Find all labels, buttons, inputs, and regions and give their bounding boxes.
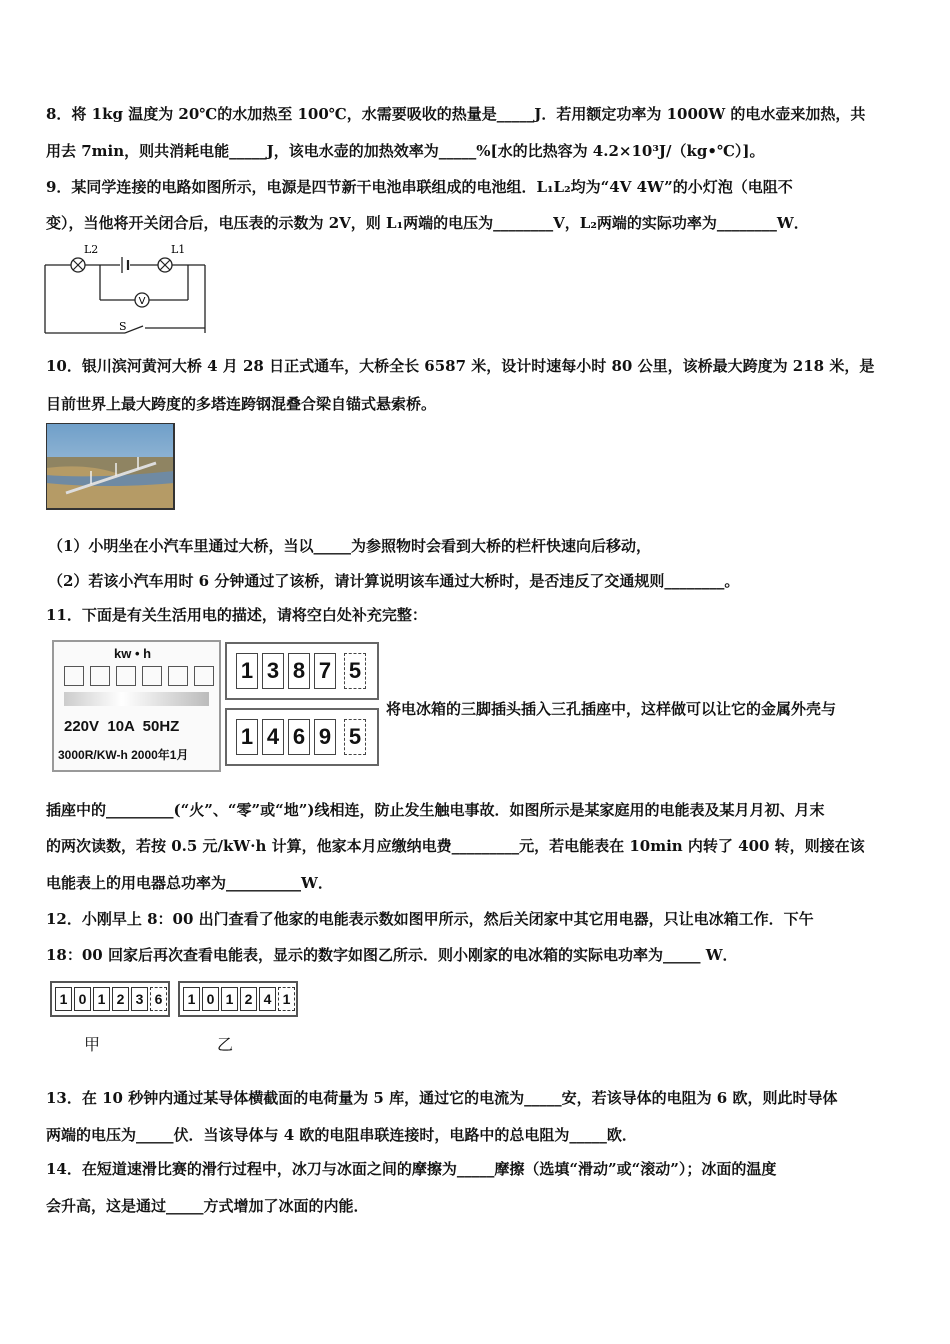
caption-jia: 甲 <box>84 1035 101 1054</box>
q10-sub-1: （1）小明坐在小汽车里通过大桥，当以_____为参照物时会看到大桥的栏杆快速向后移动， <box>48 537 651 555</box>
q8-line-1: 8．将 1kg 温度为 20℃的水加热至 100℃，水需要吸收的热量是_____J．若用额定功率为 1000W 的电水壶来加热，共 <box>46 105 866 123</box>
reading-jia-digit: 2 <box>112 987 129 1011</box>
q10-line-1: 10．银川滨河黄河大桥 4 月 28 日正式通车，大桥全长 6587 米，设计时速每小时 80 公里，该桥最大跨度为 218 米，是 <box>46 357 875 375</box>
q10-sub-2: （2）若该小汽车用时 6 分钟通过了该桥，请计算说明该车通过大桥时，是否违反了交通规则________。 <box>48 572 740 590</box>
reading-yi-digit: 4 <box>259 987 276 1011</box>
label-l2: L2 <box>84 243 99 256</box>
q11-line-4: 电能表上的用电器总功率为__________W． <box>46 874 333 892</box>
reading-start <box>225 642 379 700</box>
reading-start-digit: 5 <box>344 653 366 689</box>
lamp-l2-icon <box>71 258 85 272</box>
reading-yi-digit: 1 <box>183 987 200 1011</box>
reading-end-digit: 5 <box>344 719 366 755</box>
label-switch: S <box>119 320 127 333</box>
q13-line-2: 两端的电压为_____伏．当该导体与 4 欧的电阻串联连接时，电路中的总电阻为_____欧． <box>46 1126 637 1144</box>
reading-yi-digit: 1 <box>221 987 238 1011</box>
q12-line-1: 12．小刚早上 8：00 出门查看了他家的电能表示数如图甲所示，然后关闭家中其它用电器，只让电冰箱工作．下午 <box>46 910 814 928</box>
voltmeter-label: V <box>138 296 146 307</box>
reading-jia-digit: 1 <box>55 987 72 1011</box>
reading-jia-digit: 0 <box>74 987 91 1011</box>
meter-rev: 3000R/KW-h 2000年1月 <box>58 748 189 762</box>
reading-jia-digit: 1 <box>93 987 110 1011</box>
reading-start-digit: 7 <box>314 653 336 689</box>
q10-line-2: 目前世界上最大跨度的多塔连跨钢混叠合梁自锚式悬索桥。 <box>46 395 437 413</box>
reading-start-digit: 3 <box>262 653 284 689</box>
q9-line-2: 变），当他将开关闭合后，电压表的示数为 2V，则 L₁两端的电压为________V，L₂两端的实际功率为________W． <box>46 214 809 232</box>
reading-end-digit: 6 <box>288 719 310 755</box>
circuit-diagram <box>40 240 215 340</box>
q11-line-1: 11．下面是有关生活用电的描述，请将空白处补充完整： <box>46 606 427 624</box>
meter-unit: kw • h <box>114 646 152 661</box>
q11-line-2: 插座中的_________(“火”、“零”或“地”)线相连，防止发生触电事故．如图所示是某家庭用的电能表及某月月初、月末 <box>46 801 825 819</box>
meter-spec: 220V 10A 50HZ <box>64 718 180 735</box>
reading-yi-digit: 2 <box>240 987 257 1011</box>
reading-end <box>225 708 379 766</box>
q14-line-1: 14．在短道速滑比赛的滑行过程中，冰刀与冰面之间的摩擦为_____摩擦（选填“滑动”或“滚动”）；冰面的温度 <box>46 1160 777 1178</box>
q11-line-3: 的两次读数，若按 0.5 元/kW·h 计算，他家本月应缴纳电费_________元，若电能表在 10min 内转了 400 转，则接在该 <box>46 837 865 855</box>
reading-yi <box>178 981 298 1017</box>
reading-yi-digit: 0 <box>202 987 219 1011</box>
voltmeter-icon <box>135 293 149 307</box>
q12-line-2: 18：00 回家后再次查看电能表，显示的数字如图乙所示．则小刚家的电冰箱的实际电功率为_____ W． <box>46 946 738 964</box>
energy-meter <box>52 640 221 772</box>
q8-line-2: 用去 7min，则共消耗电能_____J，该电水壶的加热效率为_____%[水的比热容为 4.2×10³J/（kg•℃）]。 <box>46 142 765 160</box>
meter-disc-icon <box>64 692 209 706</box>
reading-start-digit: 8 <box>288 653 310 689</box>
label-l1: L1 <box>171 243 186 256</box>
q14-line-2: 会升高，这是通过_____方式增加了冰面的内能． <box>46 1197 369 1215</box>
reading-jia-digit: 3 <box>131 987 148 1011</box>
battery-icon <box>120 255 130 275</box>
reading-yi-digit: 1 <box>278 987 295 1011</box>
q11-inline-text: 将电冰箱的三脚插头插入三孔插座中，这样做可以让它的金属外壳与 <box>386 700 837 718</box>
reading-end-digit: 9 <box>314 719 336 755</box>
caption-yi: 乙 <box>217 1035 234 1054</box>
q9-line-1: 9．某同学连接的电路如图所示，电源是四节新干电池串联组成的电池组．L₁L₂均为“4V 4W”的小灯泡（电阻不 <box>46 178 793 196</box>
q13-line-1: 13．在 10 秒钟内通过某导体横截面的电荷量为 5 库，通过它的电流为_____安，若该导体的电阻为 6 欧，则此时导体 <box>46 1089 838 1107</box>
reading-jia-digit: 6 <box>150 987 167 1011</box>
bridge-photo <box>46 423 176 511</box>
reading-jia <box>50 981 170 1017</box>
reading-end-digit: 1 <box>236 719 258 755</box>
reading-start-digit: 1 <box>236 653 258 689</box>
reading-end-digit: 4 <box>262 719 284 755</box>
lamp-l1-icon <box>158 258 172 272</box>
